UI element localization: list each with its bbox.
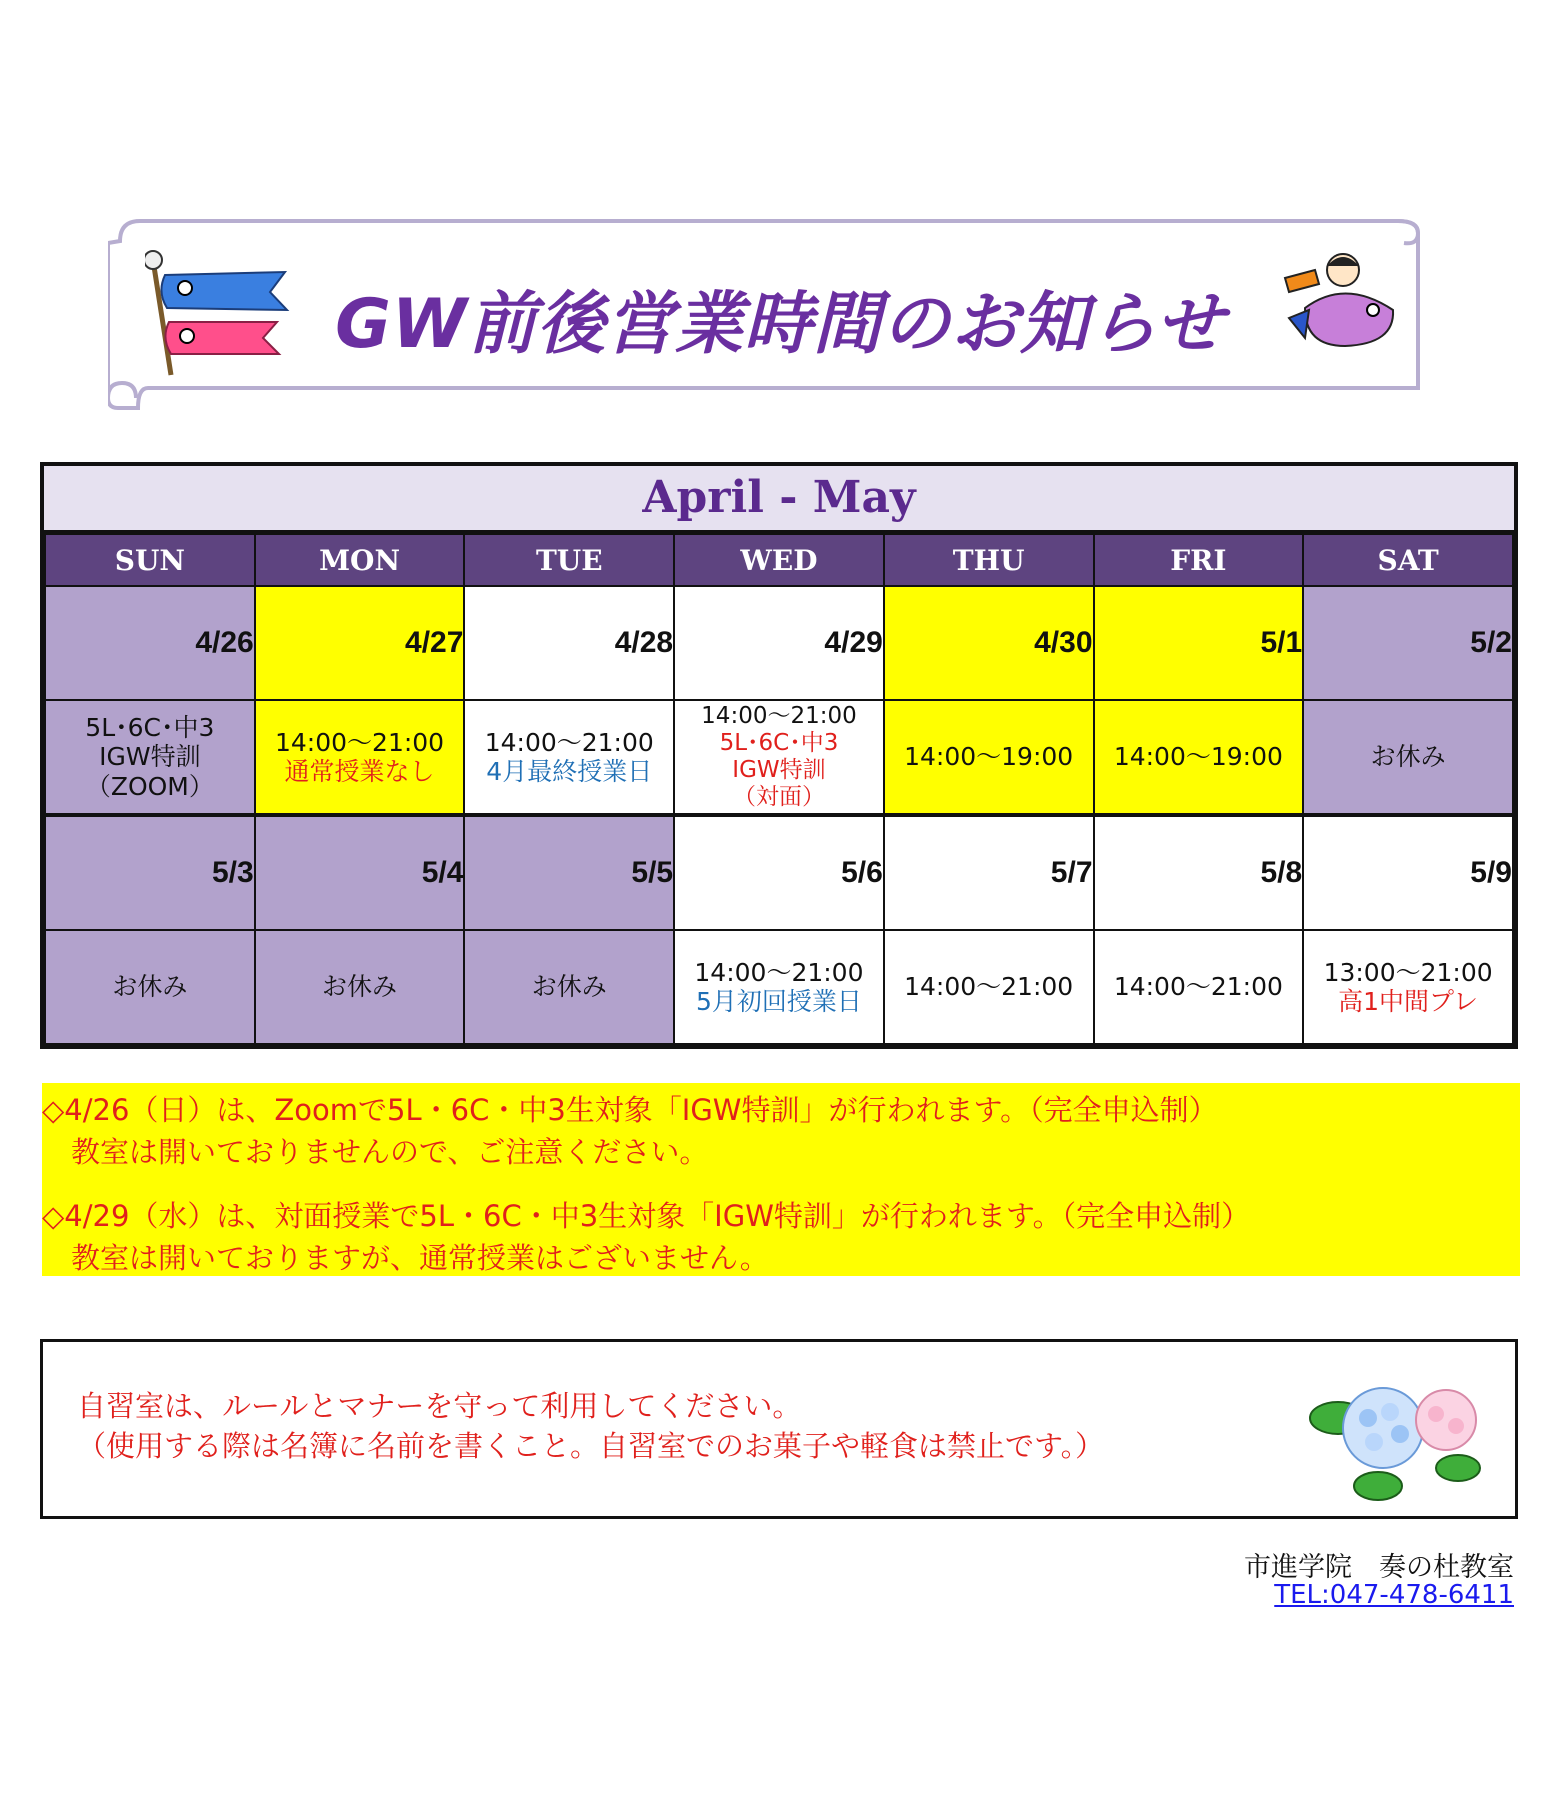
- date-cell: 5/4: [255, 815, 465, 930]
- schedule-cell-5-8: 14:00～21:00: [1094, 930, 1304, 1044]
- schedule-note: 4月最終授業日: [486, 757, 653, 786]
- schedule-cell-5-4: お休み: [255, 930, 465, 1044]
- schedule-cell-4-26: [45, 700, 255, 815]
- notice-box: [42, 1083, 1520, 1276]
- date-cell: 5/7: [884, 815, 1094, 930]
- schedule-text: IGW特訓: [99, 742, 201, 772]
- schedule-hours: 14:00～21:00: [701, 703, 857, 730]
- study-room-box: [40, 1339, 1518, 1519]
- notice-line: 教室は開いておりますが、通常授業はございません。: [42, 1241, 769, 1275]
- school-name: 市進学院 奏の杜教室: [1244, 1552, 1514, 1583]
- page-title: GW前後営業時間のお知らせ: [335, 285, 1225, 364]
- schedule-cell-5-2: お休み: [1303, 700, 1513, 815]
- day-header-mon: MON: [255, 534, 465, 586]
- week1-date-row: [45, 586, 1513, 700]
- date-cell: 5/1: [1094, 586, 1304, 700]
- study-room-rule: 自習室は、ルールとマナーを守って利用してください。: [77, 1389, 802, 1423]
- date-cell: 4/28: [464, 586, 674, 700]
- date-cell: 5/5: [464, 815, 674, 930]
- hydrangea-icon: [1308, 1368, 1488, 1512]
- phone-link[interactable]: TEL:047-478-6411: [1274, 1580, 1514, 1610]
- schedule-cell-5-9: [1303, 930, 1513, 1044]
- schedule-cell-5-5: お休み: [464, 930, 674, 1044]
- schedule-cell-4-27: [255, 700, 465, 815]
- schedule-hours: 14:00～21:00: [275, 727, 445, 757]
- schedule-note: 通常授業なし: [284, 757, 435, 786]
- notice-line: ◇4/26（日）は、Zoomで5L・6C・中3生対象「IGW特訓」が行われます。（完全申込制）: [42, 1093, 1218, 1127]
- schedule-hours: 14:00～21:00: [484, 727, 654, 757]
- schedule-note: （対面）: [732, 783, 825, 810]
- schedule-cell-4-29: [674, 700, 884, 815]
- schedule-cell-5-6: [674, 930, 884, 1044]
- schedule-note: IGW特訓: [732, 757, 826, 783]
- calendar: [40, 462, 1518, 1049]
- day-header-tue: TUE: [464, 534, 674, 586]
- day-header-thu: THU: [884, 534, 1094, 586]
- schedule-text: （ZOOM）: [85, 771, 214, 801]
- schedule-hours: 14:00～21:00: [694, 957, 864, 987]
- calendar-title: April - May: [44, 466, 1514, 533]
- schedule-text: 5L･6C･中3: [85, 712, 215, 742]
- day-header-sun: SUN: [45, 534, 255, 586]
- week1-info-row: [45, 700, 1513, 815]
- notice-line: 教室は開いておりませんので、ご注意ください。: [42, 1135, 709, 1169]
- date-cell: 4/29: [674, 586, 884, 700]
- day-header-fri: FRI: [1094, 534, 1304, 586]
- date-cell: 5/8: [1094, 815, 1304, 930]
- week2-info-row: [45, 930, 1513, 1044]
- schedule-note: 5月初回授業日: [696, 987, 862, 1016]
- schedule-hours: 13:00～21:00: [1323, 957, 1493, 987]
- date-cell: 4/30: [884, 586, 1094, 700]
- schedule-cell-4-30: 14:00～19:00: [884, 700, 1094, 815]
- date-cell: 4/27: [255, 586, 465, 700]
- notice-line: ◇4/29（水）は、対面授業で5L・6C・中3生対象「IGW特訓」が行われます。（完全申込制）: [42, 1199, 1251, 1233]
- schedule-note: 5L･6C･中3: [719, 730, 839, 757]
- date-cell: 5/3: [45, 815, 255, 930]
- koinobori-icon: [145, 250, 295, 384]
- schedule-cell-5-7: 14:00～21:00: [884, 930, 1094, 1044]
- day-header-wed: WED: [674, 534, 884, 586]
- date-cell: 5/2: [1303, 586, 1513, 700]
- week2-date-row: [45, 815, 1513, 930]
- schedule-note: 高1中間プレ: [1338, 987, 1479, 1016]
- study-room-note: （使用する際は名簿に名前を書くこと。自習室でのお菓子や軽食は禁止です。）: [77, 1429, 1105, 1463]
- schedule-cell-5-1: 14:00～19:00: [1094, 700, 1304, 815]
- schedule-cell-4-28: [464, 700, 674, 815]
- boy-riding-carp-icon: [1275, 248, 1405, 362]
- day-header-sat: SAT: [1303, 534, 1513, 586]
- calendar-grid: [44, 533, 1514, 1045]
- date-cell: 4/26: [45, 586, 255, 700]
- date-cell: 5/6: [674, 815, 884, 930]
- date-cell: 5/9: [1303, 815, 1513, 930]
- schedule-cell-5-3: お休み: [45, 930, 255, 1044]
- weekday-header-row: [45, 534, 1513, 586]
